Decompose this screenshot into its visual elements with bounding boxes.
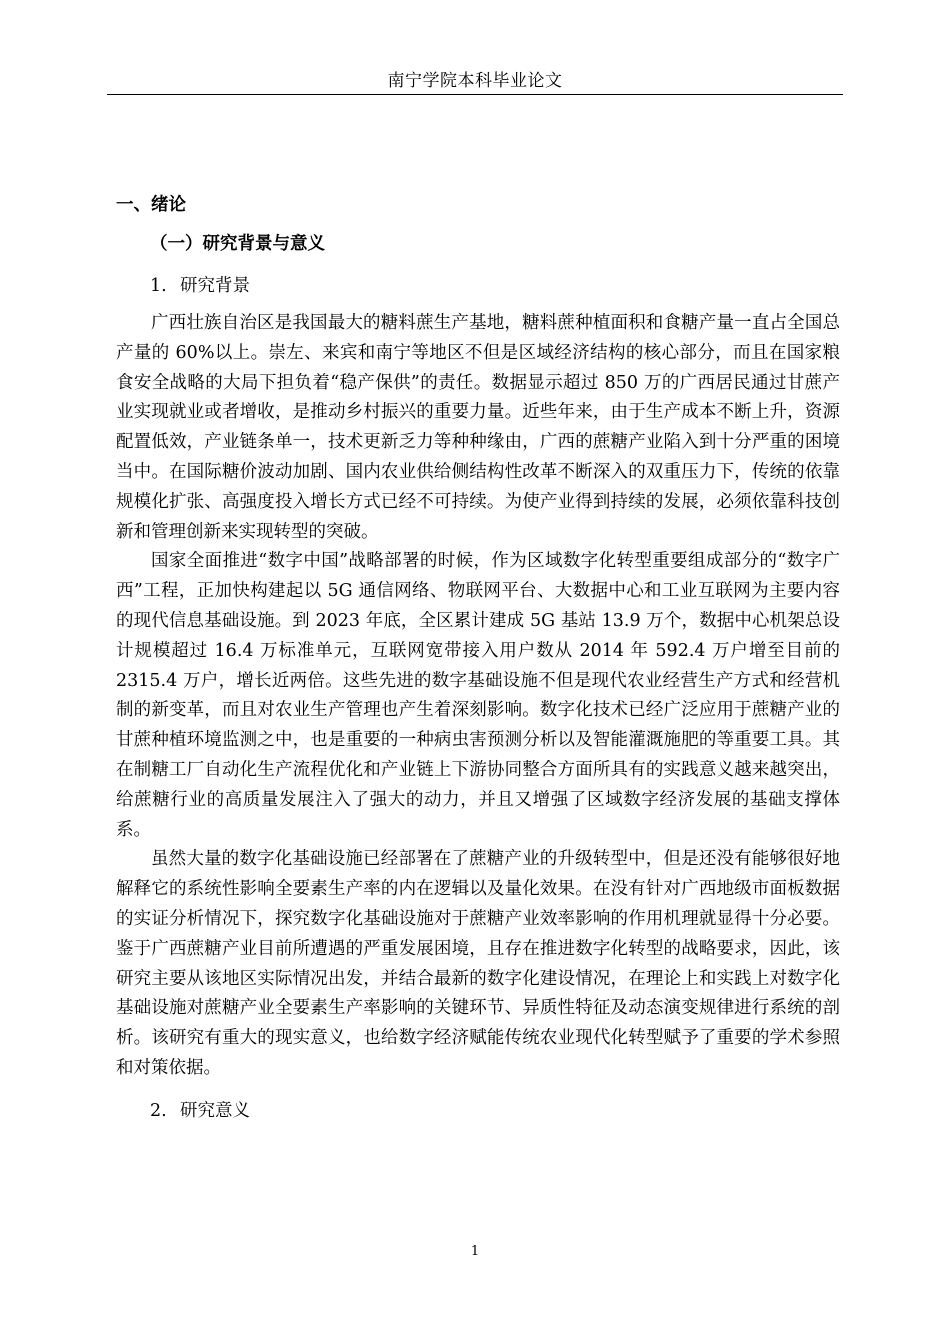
item-title: 研究意义: [180, 1100, 250, 1121]
body-paragraph-2: 国家全面推进“数字中国”战略部署的时候，作为区域数字化转型重要组成部分的“数字广西”工程，正加快构建起以 5G 通信网络、物联网平台、大数据中心和工业互联网为主要内容的现代信息基础设施。到 2023 年底，全区累计建成 5G 基站 13.9 万个，数据中心机架总设计规模超过 16.4 万标准单元，互联网宽带接入用户数从 2014 年 592.4 万户增至目前的 2315.4 万户，增长近两倍。这些先进的数字基础设施不但是现代农业经营生产方式和经营机制的新变革，而且对农业生产管理也产生着深刻影响。数字化技术已经广泛应用于蔗糖产业的甘蔗种植环境监测之中，也是重要的一种病虫害预测分析以及智能灌溉施肥的等重要工具。其在制糖工厂自动化生产流程优化和产业链上下游协同整合方面所具有的实践意义越来越突出，给蔗糖行业的高质量发展注入了强大的动力，并且又增强了区域数字经济发展的基础支撑体系。: [116, 551, 840, 840]
item-number: 2.: [150, 1100, 167, 1121]
page-content: [116, 187, 840, 1134]
item-title: 研究背景: [180, 276, 250, 296]
subsection-heading: （一）研究背景与意义: [150, 234, 325, 254]
chapter-heading: 一、绪论: [116, 195, 186, 215]
body-paragraph-3: 虽然大量的数字化基础设施已经部署在了蔗糖产业的升级转型中，但是还没有能够很好地解释它的系统性影响全要素生产率的内在逻辑以及量化效果。在没有针对广西地级市面板数据的实证分析情况下，探究数字化基础设施对于蔗糖产业效率影响的作用机理就显得十分必要。鉴于广西蔗糖产业目前所遭遇的严重发展困境，且存在推进数字化转型的战略要求，因此，该研究主要从该地区实际情况出发，并结合最新的数字化建设情况，在理论上和实践上对数字化基础设施对蔗糖产业全要素生产率影响的关键环节、异质性特征及动态演变规律进行系统的剖析。该研究有重大的现实意义，也给数字经济赋能传统农业现代化转型赋予了重要的学术参照和对策依据。: [116, 849, 840, 1078]
item-heading-significance: [116, 1093, 840, 1129]
item-number: 1.: [150, 276, 167, 296]
page-header: 南宁学院本科毕业论文: [107, 68, 843, 95]
item-heading-background: [116, 268, 840, 304]
body-paragraph-1: 广西壮族自治区是我国最大的糖料蔗生产基地，糖料蔗种植面积和食糖产量一直占全国总产量的 60%以上。崇左、来宾和南宁等地区不但是区域经济结构的核心部分，而且在国家粮食安全战略的大局下担负着“稳产保供”的责任。数据显示超过 850 万的广西居民通过甘蔗产业实现就业或者增收，是推动乡村振兴的重要力量。近些年来，由于生产成本不断上升，资源配置低效，产业链条单一，技术更新乏力等种种缘由，广西的蔗糖产业陷入到十分严重的困境当中。在国际糖价波动加剧、国内农业供给侧结构性改革不断深入的双重压力下，传统的依靠规模化扩张、高强度投入增长方式已经不可持续。为使产业得到持续的发展，必须依靠科技创新和管理创新来实现转型的突破。: [116, 313, 840, 542]
page-number: 1: [470, 1244, 480, 1259]
